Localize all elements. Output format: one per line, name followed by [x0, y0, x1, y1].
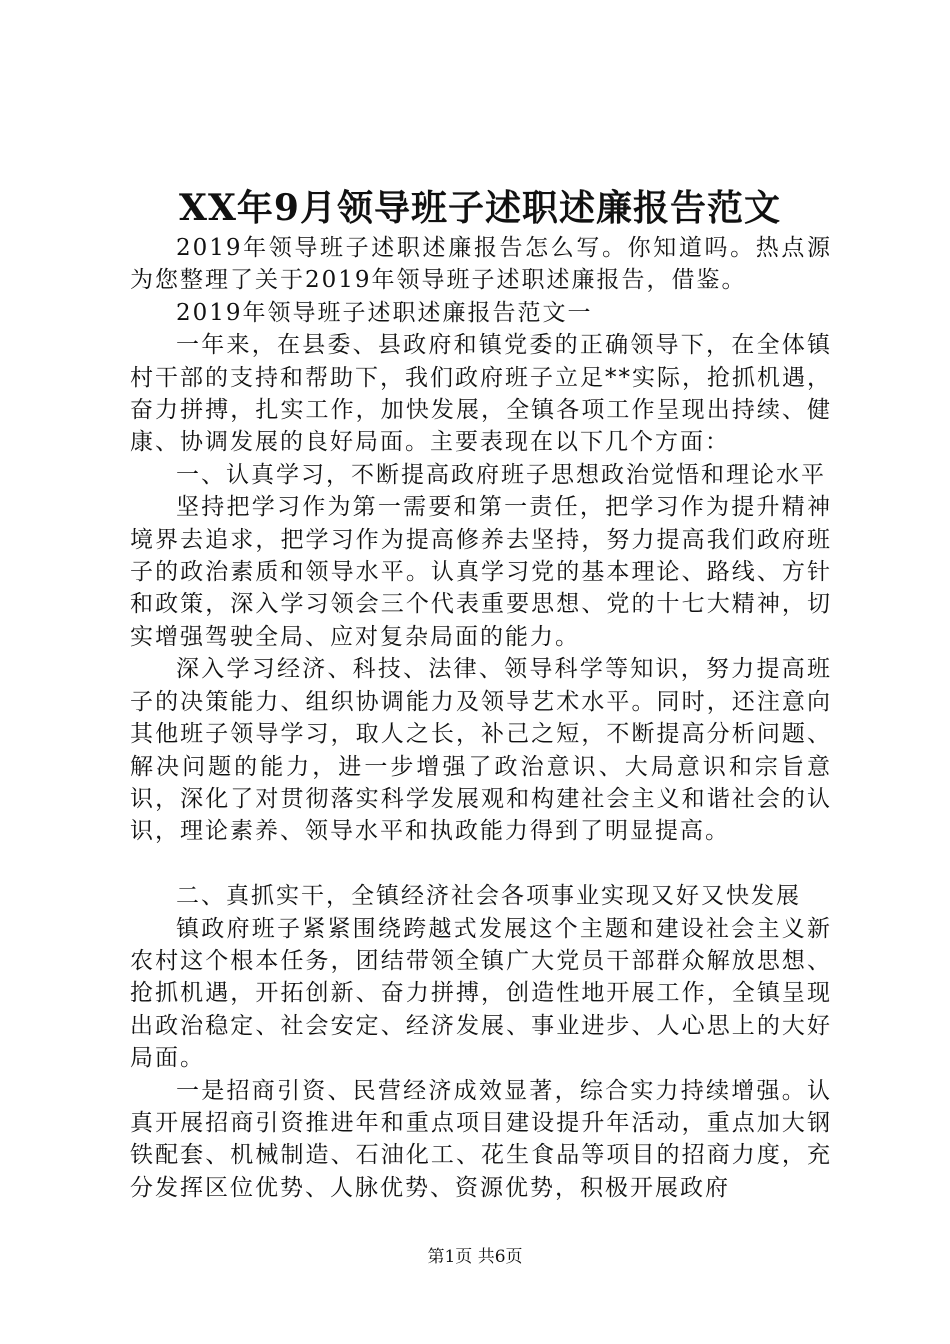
paragraph-development-1: 镇政府班子紧紧围绕跨越式发展这个主题和建设社会主义新农村这个根本任务，团结带领全镇广大党员干部群众解放思想、抢抓机遇，开拓创新、奋力拼搏，创造性地开展工作，全镇呈现出政治稳定、社会安定、经济发展、事业进步、人心思上的大好局面。: [130, 915, 832, 1072]
paragraph-overview: 一年来，在县委、县政府和镇党委的正确领导下，在全体镇村干部的支持和帮助下，我们政府班子立足**实际，抢抓机遇，奋力拼搏，扎实工作，加快发展，全镇各项工作呈现出持续、健康、协调发展的良好局面。主要表现在以下几个方面：: [130, 332, 832, 456]
paragraph-sample-heading: 2019年领导班子述职述廉报告范文一: [176, 299, 593, 326]
paragraph-study-1: 坚持把学习作为第一需要和第一责任，把学习作为提升精神境界去追求，把学习作为提高修养去坚持，努力提高我们政府班子的政治素质和领导水平。认真学习党的基本理论、路线、方针和政策，深入学习领会三个代表重要思想、党的十七大精神，切实增强驾驶全局、应对复杂局面的能力。: [130, 494, 832, 650]
document-title: XX年9月领导班子述职述廉报告范文: [179, 187, 781, 229]
paragraph-intro: 2019年领导班子述职述廉报告怎么写。你知道吗。热点源为您整理了关于2019年领导班子述职述廉报告，借鉴。: [130, 235, 832, 294]
section-heading-development: 二、真抓实干，全镇经济社会各项事业实现又好又快发展: [176, 883, 801, 910]
blank-line: [130, 848, 832, 880]
section-heading-study: 一、认真学习，不断提高政府班子思想政治觉悟和理论水平: [176, 461, 826, 488]
page-footer: 第1页 共6页: [427, 1247, 523, 1267]
document-body: [130, 232, 832, 1204]
paragraph-development-2: 一是招商引资、民营经济成效显著，综合实力持续增强。认真开展招商引资推进年和重点项目建设提升年活动，重点加大钢铁配套、机械制造、石油化工、花生食品等项目的招商力度，充分发挥区位优势、人脉优势、资源优势，积极开展政府: [130, 1077, 832, 1201]
paragraph-study-2: 深入学习经济、科技、法律、领导科学等知识，努力提高班子的决策能力、组织协调能力及领导艺术水平。同时，还注意向其他班子领导学习，取人之长，补己之短，不断提高分析问题、解决问题的能力，进一步增强了政治意识、大局意识和宗旨意识，深化了对贯彻落实科学发展观和构建社会主义和谐社会的认识，理论素养、领导水平和执政能力得到了明显提高。: [130, 656, 832, 845]
